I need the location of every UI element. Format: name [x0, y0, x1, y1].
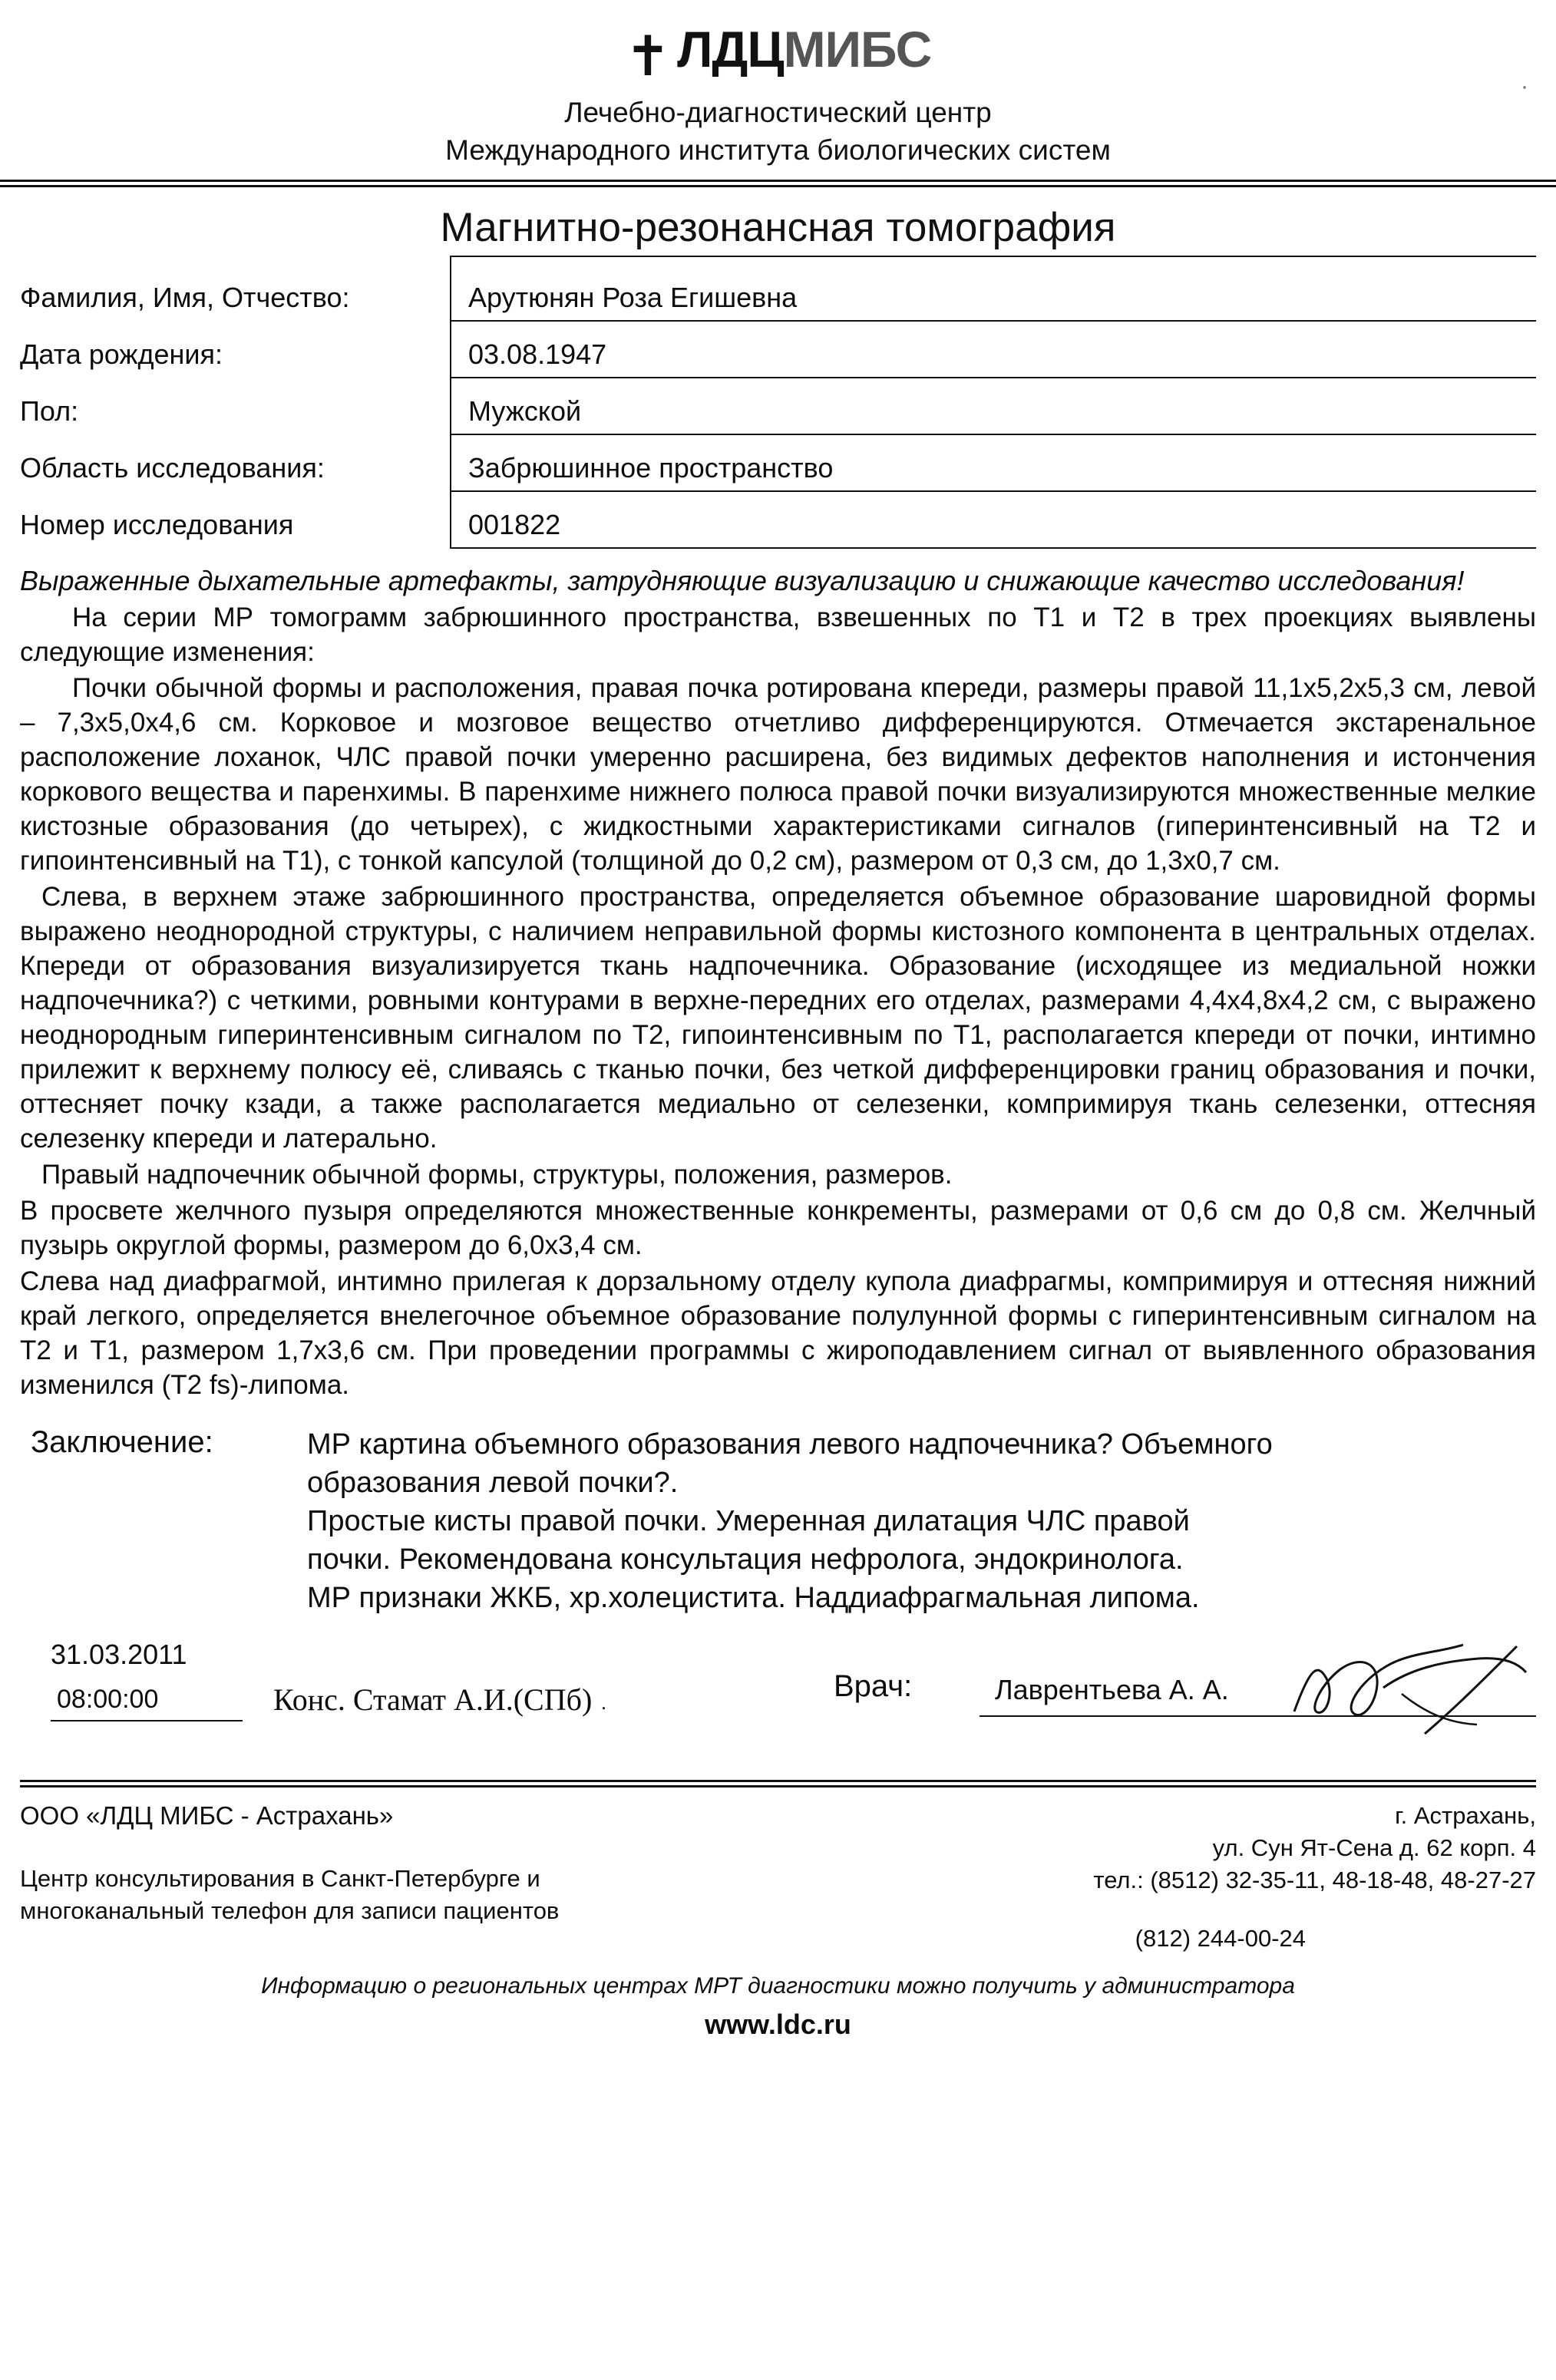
- field-value-study-number: 001822: [468, 509, 561, 540]
- report-paragraph-3: Слева, в верхнем этаже забрюшинного пространства, определяется объемное образование шаровидной формы выражено неоднородной структуры, с наличием неправильной формы кистозного компонента в центральных отделах. Кпереди от образования визуализируется ткань надпочечника. Образование (исходящее из медиальной ножки надпочечника?) с четкими, ровными контурами в верхне-передних его отделах, размерами 4,4х4,8х4,2 см, с выражено неоднородным гиперинтенсивным сигналом по Т2, гипоинтенсивным по Т1, располагается кпереди от почки, интимно прилежит к верхнему полюсу её, сливаясь с тканью почки, без четкой дифференцировки границ образования и почки, оттесняет почку кзади, а также располагается медиально от селезенки, компримируя ткань селезенки, оттесняя селезенку кпереди и латерально.: [20, 882, 1536, 1154]
- logo: [0, 0, 1556, 88]
- field-value-study-area-wrap: [450, 427, 1536, 492]
- report-paragraph-5: В просвете желчного пузыря определяются множественные конкременты, размерами от 0,6 см до 0,8 см. Желчный пузырь округлой формы, размером до 6,0х3,4 см.: [20, 1196, 1536, 1260]
- conclusion-label: Заключение:: [31, 1425, 213, 1459]
- report-paragraph-4: Правый надпочечник обычной формы, структуры, положения, размеров.: [41, 1160, 953, 1190]
- page-title: Магнитно-резонансная томография: [440, 205, 1116, 250]
- scan-dot: .: [601, 1691, 606, 1714]
- handwritten-signature-icon: [1287, 1639, 1540, 1746]
- report-warning: Выраженные дыхательные артефакты, затрудняющие визуализацию и снижающие качество исследования!: [20, 565, 1465, 596]
- field-label-name: Фамилия, Имя, Отчество:: [20, 282, 350, 313]
- report-paragraph-1: На серии МР томограмм забрюшинного пространства, взвешенных по Т1 и Т2 в трех проекциях выявлены следующие изменения:: [20, 602, 1536, 667]
- field-value-gender-wrap: [450, 371, 1536, 435]
- footer-note: Информацию о региональных центрах МРТ диагностики можно получить у администратора: [261, 1973, 1295, 1999]
- logo-text-secondary: МИБС: [783, 21, 932, 78]
- field-row-name: [20, 265, 1536, 322]
- logo-text-main: ЛДЦ: [677, 21, 784, 78]
- scan-artifact: ·: [1521, 74, 1528, 99]
- report-paragraph-2: Почки обычной формы и расположения, правая почка ротирована кпереди, размеры правой 11,1х5,2х5,3 см, левой – 7,3х5,0х4,6 см. Корковое и мозговое вещество отчетливо дифференцируются. Отмечается экстаренальное расположение лоханок, ЧЛС правой почки умеренно расширена, без видимых дефектов наполнения и истончения коркового вещества и паренхимы. В паренхиме нижнего полюса правой почки визуализируются множественные мелкие кистозные образования (до четырех), с жидкостными характеристиками сигналов (гиперинтенсивный на Т2 и гипоинтенсивный на Т1), с тонкой капсулой (толщиной до 0,2 см), размером от 0,3 см, до 1,3х0,7 см.: [20, 673, 1536, 876]
- footer-city: г. Астрахань,: [1395, 1802, 1536, 1829]
- conclusion-line-4: почки. Рекомендована консультация нефролога, эндокринолога.: [307, 1543, 1184, 1576]
- footer-consult-line-2: многоканальный телефон для записи пациентов: [20, 1897, 560, 1924]
- patient-fields: [20, 265, 1536, 549]
- header-divider: [0, 180, 1556, 187]
- field-label-study-number: Номер исследования: [20, 509, 294, 540]
- consultant-name-text: Конс. Стамат А.И.(СПб): [273, 1682, 593, 1717]
- footer-consult-phone: (812) 244-00-24: [1135, 1925, 1306, 1952]
- footer: [20, 1800, 1536, 2041]
- field-label-birthdate: Дата рождения:: [20, 338, 223, 370]
- report-body: [20, 563, 1536, 1402]
- footer-website[interactable]: www.ldc.ru: [705, 2009, 851, 2040]
- report-date: 31.03.2011: [51, 1639, 187, 1670]
- logo-text: [677, 20, 931, 78]
- conclusion-line-1: МР картина объемного образования левого надпочечника? Объемного: [307, 1428, 1273, 1461]
- conclusion-text: [307, 1425, 1273, 1617]
- conclusion-line-3: Простые кисты правой почки. Умеренная дилатация ЧЛС правой: [307, 1505, 1190, 1537]
- field-value-study-area: Забрюшинное пространство: [468, 452, 834, 484]
- organization-name: [0, 94, 1556, 169]
- footer-address-block: [1093, 1800, 1536, 1896]
- field-row-birthdate: [20, 322, 1536, 378]
- doctor-underline: [980, 1715, 1536, 1717]
- conclusion-line-2: образования левой почки?.: [307, 1467, 679, 1499]
- cross-icon: ✝: [624, 24, 672, 88]
- doctor-label: Врач:: [834, 1669, 913, 1703]
- conclusion-block: [31, 1425, 1536, 1617]
- footer-company: ООО «ЛДЦ МИБС - Астрахань»: [20, 1801, 394, 1830]
- signature-block: [20, 1634, 1536, 1749]
- conclusion-line-5: МР признаки ЖКБ, хр.холецистита. Наддиафрагмальная липома.: [307, 1582, 1200, 1614]
- footer-consult-line-1: Центр консультирования в Санкт-Петербурге и: [20, 1865, 540, 1892]
- field-value-birthdate: 03.08.1947: [468, 338, 607, 370]
- field-value-gender: Мужской: [468, 395, 582, 427]
- field-value-name: Арутюнян Роза Егишевна: [468, 282, 798, 313]
- date-underline: [51, 1720, 243, 1721]
- report-paragraph-6: Слева над диафрагмой, интимно прилегая к дорзальному отделу купола диафрагмы, компримируя и оттесняя нижний край легкого, определяется внелегочное объемное образование полулунной формы с гиперинтенсивным сигналом на Т2 и Т1, размером 1,7х3,6 см. При проведении программы с жироподавлением сигнал от выявленного образования изменился (Т2 fs)-липома.: [20, 1266, 1536, 1400]
- footer-divider: [20, 1780, 1536, 1787]
- field-value-birthdate-wrap: [450, 314, 1536, 378]
- field-row-gender: [20, 378, 1536, 435]
- org-line-2: Международного института биологических систем: [445, 134, 1111, 166]
- field-value-name-wrap: [450, 256, 1536, 322]
- footer-phones: тел.: (8512) 32-35-11, 48-18-48, 48-27-27: [1093, 1867, 1536, 1893]
- field-label-study-area: Область исследования:: [20, 452, 325, 484]
- doctor-name: Лаврентьева А. А.: [995, 1674, 1229, 1705]
- org-line-1: Лечебно-диагностический центр: [564, 97, 992, 128]
- consultant-name: [273, 1682, 606, 1718]
- field-value-study-number-wrap: [450, 484, 1536, 549]
- field-row-study-area: [20, 435, 1536, 492]
- footer-street: ул. Сун Ят-Сена д. 62 корп. 4: [1212, 1834, 1536, 1861]
- report-time: 08:00:00: [57, 1685, 159, 1714]
- field-row-study-number: [20, 492, 1536, 549]
- field-label-gender: Пол:: [20, 395, 79, 427]
